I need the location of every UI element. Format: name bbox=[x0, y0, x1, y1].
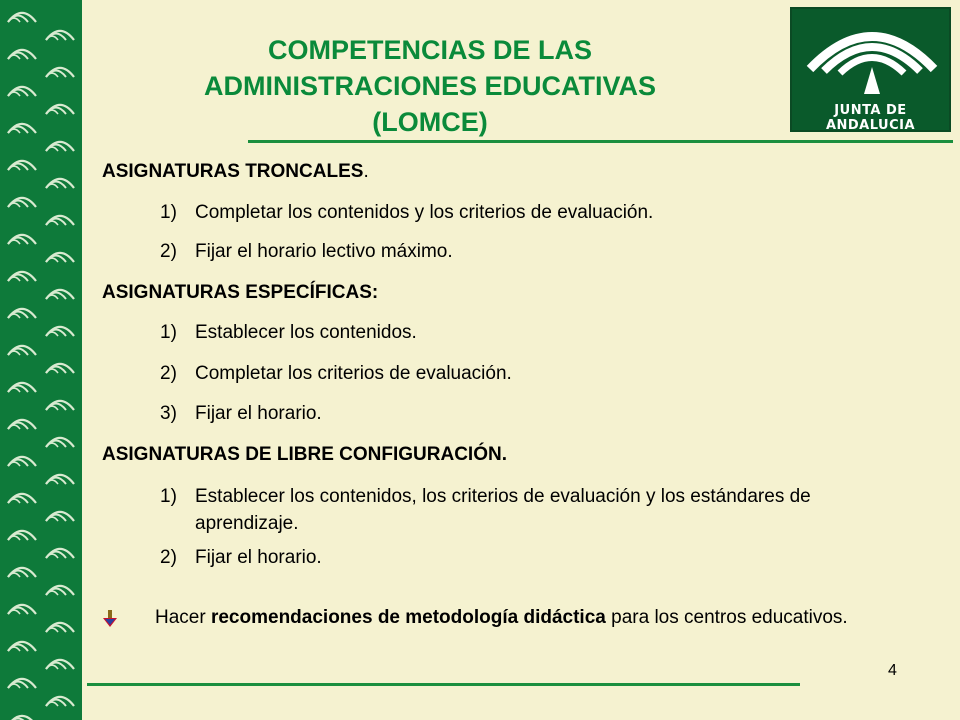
section-heading-especificas: ASIGNATURAS ESPECÍFICAS: bbox=[102, 282, 379, 303]
section-heading-troncales: ASIGNATURAS TRONCALES. bbox=[102, 161, 369, 182]
decorative-motif bbox=[8, 124, 36, 133]
decorative-motif bbox=[46, 105, 74, 114]
decorative-motif bbox=[8, 494, 36, 503]
decorative-motif bbox=[8, 716, 36, 720]
decorative-motif bbox=[46, 253, 74, 262]
decorative-motif bbox=[46, 401, 74, 410]
decorative-motif bbox=[8, 272, 36, 281]
decorative-motif bbox=[8, 161, 36, 170]
decorative-motif bbox=[8, 531, 36, 540]
bullet-arrow-icon bbox=[102, 610, 118, 628]
footer-rule bbox=[87, 683, 800, 686]
decorative-motif bbox=[8, 679, 36, 688]
decorative-motif bbox=[8, 235, 36, 244]
decorative-motif bbox=[46, 586, 74, 595]
decorative-motif bbox=[8, 346, 36, 355]
page-number: 4 bbox=[888, 662, 897, 679]
decorative-motif bbox=[8, 198, 36, 207]
title-line-1: COMPETENCIAS DE LAS bbox=[267, 35, 593, 65]
decorative-motif bbox=[46, 512, 74, 521]
decorative-motif bbox=[8, 420, 36, 429]
title-underline bbox=[248, 140, 953, 143]
decorative-motif bbox=[46, 697, 74, 706]
decorative-motif bbox=[8, 383, 36, 392]
decorative-motif bbox=[46, 475, 74, 484]
bullet-text: Hacer recomendaciones de metodología didáctica para los centros educativos. bbox=[155, 607, 848, 628]
decorative-motif bbox=[8, 568, 36, 577]
decorative-motif bbox=[46, 216, 74, 225]
decorative-motif bbox=[46, 549, 74, 558]
decorative-motif bbox=[8, 87, 36, 96]
decorative-motif bbox=[46, 31, 74, 40]
decorative-motif bbox=[8, 13, 36, 22]
decorative-motif bbox=[46, 142, 74, 151]
page-title bbox=[130, 32, 730, 140]
title-line-2: ADMINISTRACIONES EDUCATIVAS bbox=[203, 71, 656, 101]
decorative-motif bbox=[46, 327, 74, 336]
slide: JUNTA DE ANDALUCIA COMPETENCIAS DE LAS ADMINISTRACIONES EDUCATIVAS (LOMCE) ASIGNATURAS TRONCALES. 1) Completar los contenidos y los criterios de evaluación. 2) Fijar el horario lectivo máximo. ASIGNATURAS ESPECÍFICAS: 1) Establecer los contenidos. 2) Completar los criterios de evaluación. 3) Fijar el horario. ASIGNATURAS DE LIBRE CONFIGURACIÓN. 1) Establecer los contenidos, los criterios de evaluación y los estándares de aprendizaje. 2) Fijar el horario. Hacer recomendaciones de metodología didáctica para los centros educativos. 4 bbox=[0, 0, 960, 720]
decorative-motif bbox=[8, 50, 36, 59]
decorative-strip bbox=[0, 0, 82, 720]
decorative-motif bbox=[46, 68, 74, 77]
junta-logo bbox=[790, 7, 951, 132]
decorative-motif bbox=[8, 605, 36, 614]
section-heading-libre-configuracion: ASIGNATURAS DE LIBRE CONFIGURACIÓN. bbox=[102, 444, 507, 465]
decorative-motif bbox=[46, 438, 74, 447]
title-line-3: (LOMCE) bbox=[372, 107, 488, 137]
decorative-motif bbox=[46, 660, 74, 669]
decorative-motif bbox=[46, 179, 74, 188]
decorative-motif bbox=[8, 457, 36, 466]
decorative-motif bbox=[8, 309, 36, 318]
decorative-motif bbox=[46, 364, 74, 373]
decorative-motif bbox=[46, 623, 74, 632]
logo-text: JUNTA DE ANDALUCIA bbox=[825, 103, 916, 133]
decorative-motif bbox=[46, 290, 74, 299]
decorative-motif bbox=[8, 642, 36, 651]
